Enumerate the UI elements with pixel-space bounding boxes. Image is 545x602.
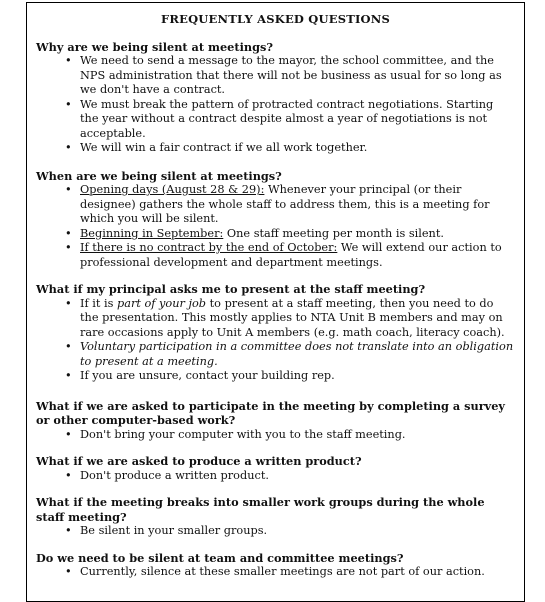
faq-answer-list xyxy=(36,469,516,484)
faq-section xyxy=(36,495,516,539)
faq-answer-list xyxy=(36,183,516,270)
faq-section xyxy=(36,454,516,483)
answer-text: Be silent in your smaller groups. xyxy=(80,524,268,537)
faq-answer-item xyxy=(80,340,516,369)
faq-question: Do we need to be silent at team and committee meetings? xyxy=(36,550,404,565)
answer-text: If it is xyxy=(80,296,117,310)
faq-answer-item xyxy=(80,524,516,539)
faq-answer-item xyxy=(80,98,516,142)
answer-text: Don't produce a written product. xyxy=(80,468,269,482)
faq-answer-list xyxy=(36,565,516,580)
faq-question: What if we are asked to produce a written product? xyxy=(36,454,362,468)
answer-text: Currently, silence at these smaller meetings are not part of our action. xyxy=(80,565,485,578)
answer-text: If you are unsure, contact your building rep. xyxy=(80,369,335,382)
faq-question: Why are we being silent at meetings? xyxy=(36,39,273,54)
faq-page xyxy=(26,2,525,602)
underlined-text: Beginning in September: xyxy=(80,226,224,240)
faq-answer-item xyxy=(80,241,516,270)
faq-answer-item xyxy=(80,227,516,242)
answer-text: We need to send a message to the mayor, the school committee, and the NPS administration that there will not be business as usual for so long as we don't have a contract. xyxy=(80,54,502,96)
italic-text: part of your job xyxy=(116,296,207,310)
italic-text: Voluntary participation in a committee does not translate into an obligation to present at a meeting. xyxy=(80,340,514,368)
faq-answer-item xyxy=(80,141,516,156)
faq-answer-list xyxy=(36,428,516,443)
faq-answer-item xyxy=(80,183,516,227)
faq-answer-item xyxy=(80,428,516,443)
faq-section xyxy=(36,40,516,156)
faq-answer-list xyxy=(36,297,516,384)
faq-question: What if we are asked to participate in the meeting by completing a survey or other computer-based work? xyxy=(36,398,505,427)
answer-text: We must break the pattern of protracted contract negotiations. Starting the year without a contract despite almost a year of negotiations is not acceptable. xyxy=(80,97,494,140)
faq-section xyxy=(36,282,516,384)
answer-text: Whenever your principal (or their designee) gathers the whole staff to address them, this is a meeting for which you will be silent. xyxy=(80,183,490,225)
faq-section xyxy=(36,399,516,443)
faq-answer-item xyxy=(80,565,516,580)
answer-text: We will win a fair contract if we all work together. xyxy=(80,141,368,154)
faq-section xyxy=(36,551,516,580)
answer-text: One staff meeting per month is silent. xyxy=(223,226,444,240)
faq-answer-item xyxy=(80,469,516,484)
faq-question: When are we being silent at meetings? xyxy=(36,168,282,183)
faq-section xyxy=(36,169,516,271)
faq-answer-item xyxy=(80,54,516,98)
underlined-text: Opening days (August 28 & 29): xyxy=(80,183,265,196)
faq-question: What if my principal asks me to present at the staff meeting? xyxy=(36,282,426,296)
faq-sections xyxy=(27,40,524,580)
faq-question: What if the meeting breaks into smaller work groups during the whole staff meeting? xyxy=(36,495,485,524)
faq-answer-list xyxy=(36,524,516,539)
underlined-text: If there is no contract by the end of October: xyxy=(80,241,338,254)
answer-text: to present at a staff meeting, then you need to do the presentation. This mostly applies to NTA Unit B members and may on rare occasions apply to Unit A members (e.g. math coach, literacy coach). xyxy=(80,296,505,339)
answer-text: Don't bring your computer with you to the staff meeting. xyxy=(80,427,406,441)
faq-answer-item xyxy=(80,297,516,341)
page-title: FREQUENTLY ASKED QUESTIONS xyxy=(161,12,390,26)
faq-answer-list xyxy=(36,54,516,156)
faq-answer-item xyxy=(80,369,516,384)
answer-text: We will extend our action to professional development and department meetings. xyxy=(80,241,502,269)
